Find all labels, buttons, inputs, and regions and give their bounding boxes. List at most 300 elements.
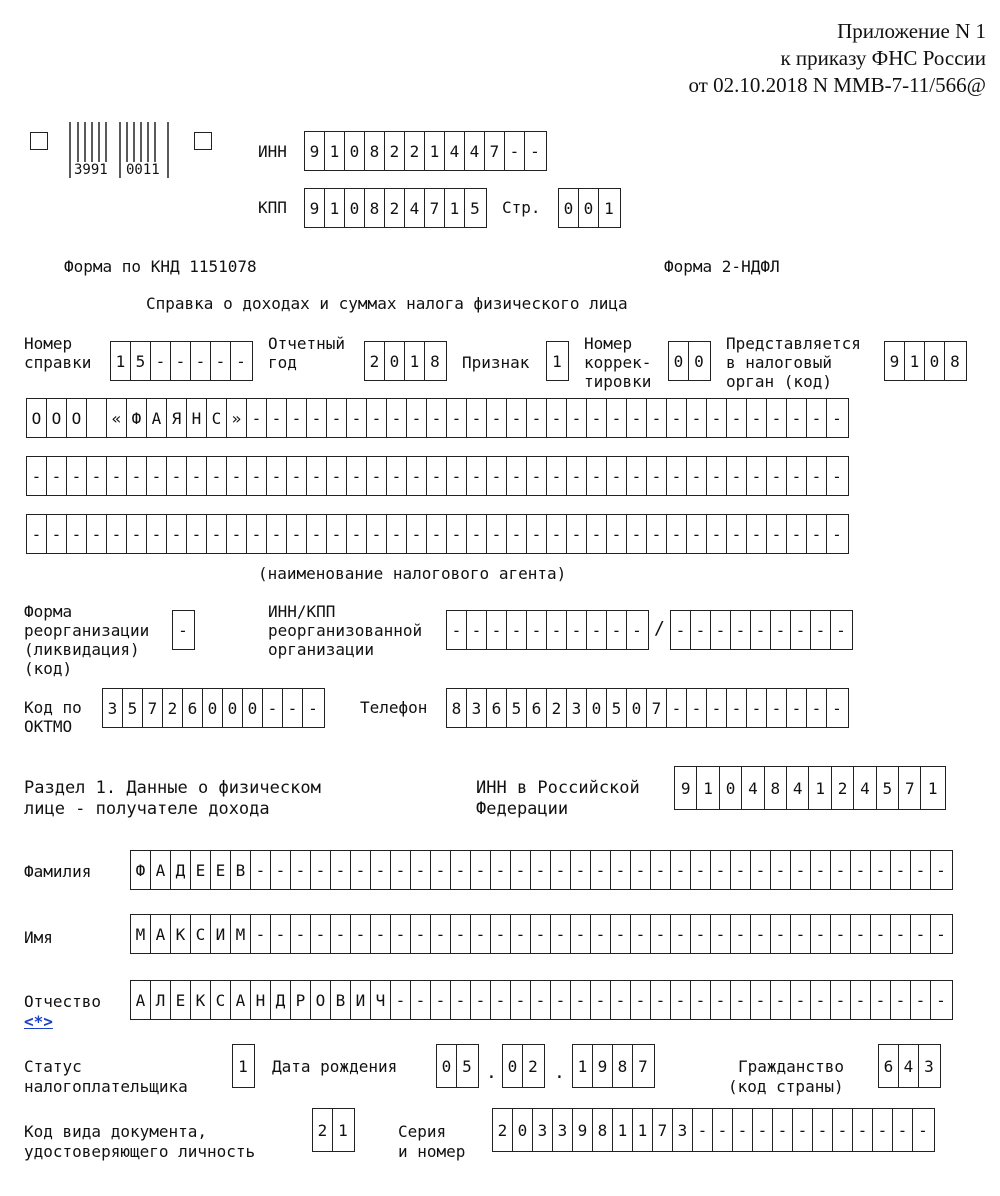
field-cell: - [287, 515, 307, 553]
sign-label: Признак [462, 353, 530, 372]
barcode-left-digits: 3991 [74, 162, 108, 178]
reorg-form-field[interactable] [172, 610, 195, 650]
inn-rf-label: ИНН в Российской [476, 778, 640, 798]
field-cell: - [391, 851, 411, 889]
field-cell: - [587, 399, 607, 437]
status-label-2: налогоплательщика [24, 1077, 188, 1096]
footnote-link[interactable]: <*> [24, 1012, 53, 1031]
field-cell: - [891, 915, 911, 953]
field-cell: 8 [613, 1045, 633, 1087]
field-cell: О [67, 399, 87, 437]
reorg-inn-label-3: организации [268, 640, 374, 659]
field-cell: К [191, 981, 211, 1019]
field-cell: - [791, 851, 811, 889]
field-cell: - [631, 981, 651, 1019]
field-cell: 4 [465, 132, 485, 170]
field-cell: 7 [425, 189, 445, 227]
report-year-label: Отчетный [268, 334, 346, 353]
field-cell: 2 [832, 767, 854, 809]
field-cell: - [531, 981, 551, 1019]
oktmo-label-2: ОКТМО [24, 717, 73, 736]
field-cell: 2 [547, 689, 567, 727]
field-cell: - [27, 515, 47, 553]
field-cell: 3 [467, 689, 487, 727]
sign-field[interactable] [546, 341, 569, 381]
field-cell: - [936, 990, 946, 1010]
field-cell: - [751, 915, 771, 953]
knd-code: Форма по КНД 1151078 [64, 257, 257, 276]
field-cell: - [807, 457, 827, 495]
field-cell: - [505, 132, 525, 170]
agent-name-line-3[interactable] [26, 514, 849, 554]
field-cell: 7 [647, 689, 667, 727]
field-cell: - [711, 981, 731, 1019]
field-cell: 3 [533, 1109, 553, 1151]
field-cell: - [87, 457, 107, 495]
field-cell: 8 [447, 689, 467, 727]
field-cell: - [307, 457, 327, 495]
marker-square-right [194, 132, 212, 150]
birth-date-label: Дата рождения [272, 1057, 398, 1076]
field-cell: 2 [163, 689, 183, 727]
field-cell: - [531, 915, 551, 953]
field-cell: - [773, 1109, 793, 1151]
field-cell: - [487, 457, 507, 495]
field-cell: - [167, 457, 187, 495]
field-cell [87, 399, 107, 437]
field-cell: С [211, 981, 231, 1019]
field-cell: Н [251, 981, 271, 1019]
field-cell: 3 [673, 1109, 693, 1151]
field-cell: Л [151, 981, 171, 1019]
reorg-inn-label-2: реорганизованной [268, 621, 423, 640]
field-cell: 2 [493, 1109, 513, 1151]
field-cell: - [407, 515, 427, 553]
field-cell: - [427, 457, 447, 495]
field-cell: 0 [559, 189, 579, 227]
field-cell: Д [171, 851, 191, 889]
birth-month-field[interactable] [502, 1044, 545, 1088]
field-cell: - [367, 399, 387, 437]
field-cell: - [411, 851, 431, 889]
field-cell: 1 [905, 342, 925, 380]
field-cell: - [911, 981, 931, 1019]
field-cell: - [791, 611, 811, 649]
kpp-field[interactable] [304, 188, 487, 228]
field-cell: - [832, 466, 842, 486]
field-cell: - [27, 457, 47, 495]
field-cell: 8 [365, 189, 385, 227]
field-cell: - [307, 399, 327, 437]
doc-code-label: Код вида документа, [24, 1122, 208, 1141]
field-cell: - [447, 611, 467, 649]
field-cell: - [851, 981, 871, 1019]
field-cell: » [227, 399, 247, 437]
field-cell: - [787, 399, 807, 437]
tax-office-field[interactable] [884, 341, 967, 381]
field-cell: - [308, 698, 318, 718]
field-cell: 9 [573, 1109, 593, 1151]
field-cell: - [287, 457, 307, 495]
field-cell: - [507, 611, 527, 649]
field-cell: 0 [513, 1109, 533, 1151]
field-cell: - [771, 851, 791, 889]
field-cell: - [471, 981, 491, 1019]
field-cell: - [467, 457, 487, 495]
field-cell: - [893, 1109, 913, 1151]
field-cell: - [387, 457, 407, 495]
field-cell: 1 [697, 767, 719, 809]
field-cell: - [467, 611, 487, 649]
field-cell: - [431, 981, 451, 1019]
field-cell: - [411, 981, 431, 1019]
field-cell: - [836, 620, 846, 640]
field-cell: Н [187, 399, 207, 437]
patronymic-field[interactable] [130, 980, 953, 1020]
field-cell: - [787, 515, 807, 553]
field-cell: 1 [325, 132, 345, 170]
field-cell: В [231, 851, 251, 889]
field-cell: - [247, 515, 267, 553]
field-cell: - [731, 611, 751, 649]
field-cell: - [851, 915, 871, 953]
field-cell: - [327, 399, 347, 437]
field-cell: - [711, 915, 731, 953]
field-cell: - [667, 457, 687, 495]
agent-name-line-2[interactable] [26, 456, 849, 496]
field-cell: - [527, 515, 547, 553]
birth-year-field[interactable] [572, 1044, 655, 1088]
field-cell: 9 [305, 132, 325, 170]
field-cell: - [591, 981, 611, 1019]
field-cell: - [891, 851, 911, 889]
field-cell: - [936, 924, 946, 944]
birth-day-field[interactable] [436, 1044, 479, 1088]
field-cell: - [691, 611, 711, 649]
field-cell: 1 [111, 342, 131, 380]
field-cell: - [547, 515, 567, 553]
field-cell: - [391, 981, 411, 1019]
field-cell: 4 [787, 767, 809, 809]
field-cell: Ф [127, 399, 147, 437]
inn-rf-field[interactable] [674, 766, 946, 810]
field-cell: 8 [593, 1109, 613, 1151]
field-cell: - [551, 981, 571, 1019]
field-cell: 7 [485, 132, 505, 170]
date-dot-1: . [486, 1062, 497, 1083]
field-cell: - [771, 915, 791, 953]
field-cell: А [147, 399, 167, 437]
field-cell: 1 [927, 778, 938, 798]
field-cell: - [587, 611, 607, 649]
field-cell: А [131, 981, 151, 1019]
status-label: Статус [24, 1057, 82, 1076]
field-cell: - [467, 515, 487, 553]
section-1-title-2: лице - получателе дохода [24, 799, 270, 819]
field-cell: 1 [238, 1056, 248, 1076]
field-cell: - [707, 399, 727, 437]
field-cell: 4 [899, 1045, 919, 1087]
field-cell: - [530, 141, 540, 161]
page-field[interactable] [558, 188, 621, 228]
field-cell: - [713, 1109, 733, 1151]
field-cell: - [767, 457, 787, 495]
field-cell: Е [211, 851, 231, 889]
field-cell: 6 [183, 689, 203, 727]
field-cell: Д [271, 981, 291, 1019]
field-cell: - [627, 399, 647, 437]
field-cell: - [271, 851, 291, 889]
field-cell: - [627, 457, 647, 495]
status-field[interactable] [232, 1044, 255, 1088]
field-cell: - [411, 915, 431, 953]
field-cell: 0 [694, 351, 704, 371]
field-cell: - [671, 915, 691, 953]
field-cell: - [811, 611, 831, 649]
field-cell: - [331, 851, 351, 889]
series-number-field[interactable] [492, 1108, 935, 1152]
field-cell: - [347, 399, 367, 437]
field-cell: - [811, 915, 831, 953]
field-cell: - [291, 915, 311, 953]
cert-number-field[interactable] [110, 341, 253, 381]
field-cell: 0 [579, 189, 599, 227]
series-number-label-2: и номер [398, 1142, 466, 1161]
field-cell: - [631, 915, 651, 953]
doc-code-label-2: удостоверяющего личность [24, 1142, 256, 1161]
field-cell: - [611, 851, 631, 889]
field-cell: - [651, 981, 671, 1019]
cert-number-label-2: справки [24, 353, 92, 372]
field-cell: - [871, 851, 891, 889]
field-cell: 2 [405, 132, 425, 170]
correction-label-3: тировки [584, 372, 652, 391]
field-cell: - [687, 689, 707, 727]
field-cell: Е [191, 851, 211, 889]
field-cell: - [171, 342, 191, 380]
barcode-right-digits: 0011 [126, 162, 160, 178]
field-cell: 1 [633, 1109, 653, 1151]
field-cell: - [711, 611, 731, 649]
field-cell: - [793, 1109, 813, 1151]
field-cell: - [451, 851, 471, 889]
field-cell: - [367, 515, 387, 553]
field-cell: 0 [669, 342, 689, 380]
field-cell: - [147, 515, 167, 553]
citizenship-field[interactable] [878, 1044, 941, 1088]
field-cell: - [431, 851, 451, 889]
field-cell: - [747, 689, 767, 727]
field-cell: С [191, 915, 211, 953]
field-cell: - [851, 851, 871, 889]
field-cell: Я [167, 399, 187, 437]
field-cell: - [571, 981, 591, 1019]
field-cell: 1 [338, 1120, 348, 1140]
date-dot-2: . [554, 1062, 565, 1083]
field-cell: - [427, 515, 447, 553]
reorg-kpp-field[interactable] [670, 610, 853, 650]
field-cell: - [547, 399, 567, 437]
field-cell: - [267, 399, 287, 437]
field-cell: - [531, 851, 551, 889]
field-cell: - [832, 408, 842, 428]
doc-code-field[interactable] [312, 1108, 355, 1152]
field-cell: - [853, 1109, 873, 1151]
field-cell: - [727, 689, 747, 727]
field-cell: - [471, 851, 491, 889]
inn-field[interactable] [304, 131, 547, 171]
field-cell: - [693, 1109, 713, 1151]
field-cell: - [551, 851, 571, 889]
field-cell: 1 [809, 767, 831, 809]
field-cell: - [891, 981, 911, 1019]
field-cell: - [427, 399, 447, 437]
field-cell: - [632, 620, 642, 640]
field-cell: - [647, 515, 667, 553]
page-title: Справка о доходах и суммах налога физического лица [146, 294, 628, 313]
field-cell: - [447, 457, 467, 495]
phone-label: Телефон [360, 698, 428, 717]
form-name: Форма 2-НДФЛ [664, 257, 780, 276]
field-cell: 4 [405, 189, 425, 227]
field-cell: - [247, 399, 267, 437]
report-year-label-2: год [268, 353, 297, 372]
field-cell: 6 [879, 1045, 899, 1087]
field-cell: А [231, 981, 251, 1019]
field-cell: - [607, 515, 627, 553]
field-cell: 6 [527, 689, 547, 727]
field-cell: - [507, 399, 527, 437]
field-cell: - [287, 399, 307, 437]
field-cell: 8 [430, 351, 440, 371]
field-cell: - [747, 399, 767, 437]
tax-office-label: Представляется [726, 334, 861, 353]
phone-field[interactable] [446, 688, 849, 728]
appendix-title: Приложение N 1 [837, 19, 986, 43]
inn-rf-label-2: Федерации [476, 799, 569, 819]
field-cell: - [527, 611, 547, 649]
field-cell: - [347, 515, 367, 553]
field-cell: - [567, 611, 587, 649]
field-cell: 5 [462, 1056, 472, 1076]
field-cell: - [487, 399, 507, 437]
order-reference: к приказу ФНС России [780, 46, 986, 70]
field-cell: 5 [507, 689, 527, 727]
field-cell: - [751, 981, 771, 1019]
field-cell: - [918, 1120, 928, 1140]
field-cell: 8 [950, 351, 960, 371]
field-cell: - [733, 1109, 753, 1151]
field-cell: Ч [371, 981, 391, 1019]
field-cell: 1 [604, 198, 614, 218]
tax-office-label-2: в налоговый [726, 353, 832, 372]
field-cell: - [327, 457, 347, 495]
agent-name-line-1[interactable] [26, 398, 849, 438]
field-cell: - [187, 457, 207, 495]
field-cell: К [171, 915, 191, 953]
field-cell: - [251, 851, 271, 889]
citizenship-label: Гражданство [738, 1057, 844, 1076]
field-cell: - [511, 915, 531, 953]
field-cell: - [567, 457, 587, 495]
field-cell: 0 [345, 189, 365, 227]
field-cell: 3 [103, 689, 123, 727]
first-name-field[interactable] [130, 914, 953, 954]
field-cell: 9 [593, 1045, 613, 1087]
section-1-title: Раздел 1. Данные о физическом [24, 778, 321, 798]
reorg-inn-field[interactable] [446, 610, 649, 650]
reorg-form-label-3: (ликвидация) [24, 640, 140, 659]
field-cell: 8 [765, 767, 787, 809]
field-cell: - [727, 515, 747, 553]
field-cell: - [707, 457, 727, 495]
field-cell: - [547, 457, 567, 495]
field-cell: 2 [385, 189, 405, 227]
field-cell: А [151, 851, 171, 889]
correction-label: Номер [584, 334, 633, 353]
field-cell: О [47, 399, 67, 437]
field-cell: - [911, 851, 931, 889]
report-year-field[interactable] [364, 341, 447, 381]
field-cell: - [807, 689, 827, 727]
field-cell: - [691, 851, 711, 889]
inn-label: ИНН [258, 142, 287, 161]
field-cell: - [731, 915, 751, 953]
field-cell: 3 [924, 1056, 934, 1076]
reorg-inn-label: ИНН/КПП [268, 602, 336, 621]
field-cell: - [67, 515, 87, 553]
field-cell: - [347, 457, 367, 495]
correction-field[interactable] [668, 341, 711, 381]
field-cell: - [607, 611, 627, 649]
field-cell: 7 [143, 689, 163, 727]
field-cell: - [691, 915, 711, 953]
surname-field[interactable] [130, 850, 953, 890]
field-cell: - [667, 689, 687, 727]
field-cell: - [407, 457, 427, 495]
field-cell: - [751, 611, 771, 649]
field-cell: - [811, 981, 831, 1019]
field-cell: - [607, 457, 627, 495]
field-cell: - [771, 611, 791, 649]
field-cell: 0 [720, 767, 742, 809]
field-cell: - [127, 457, 147, 495]
field-cell: - [873, 1109, 893, 1151]
field-cell: 0 [587, 689, 607, 727]
field-cell: - [591, 851, 611, 889]
field-cell: - [647, 457, 667, 495]
field-cell: - [747, 515, 767, 553]
field-cell: - [267, 515, 287, 553]
field-cell: В [331, 981, 351, 1019]
field-cell: 7 [638, 1056, 648, 1076]
field-cell: 1 [613, 1109, 633, 1151]
field-cell: - [753, 1109, 773, 1151]
field-cell: 2 [528, 1056, 538, 1076]
field-cell: - [167, 515, 187, 553]
oktmo-field[interactable] [102, 688, 325, 728]
field-cell: - [451, 981, 471, 1019]
field-cell: - [807, 515, 827, 553]
field-cell: 1 [425, 132, 445, 170]
field-cell: 4 [742, 767, 764, 809]
field-cell: - [211, 342, 231, 380]
field-cell: - [191, 342, 211, 380]
field-cell: - [87, 515, 107, 553]
field-cell: 9 [675, 767, 697, 809]
field-cell: - [491, 851, 511, 889]
field-cell: « [107, 399, 127, 437]
